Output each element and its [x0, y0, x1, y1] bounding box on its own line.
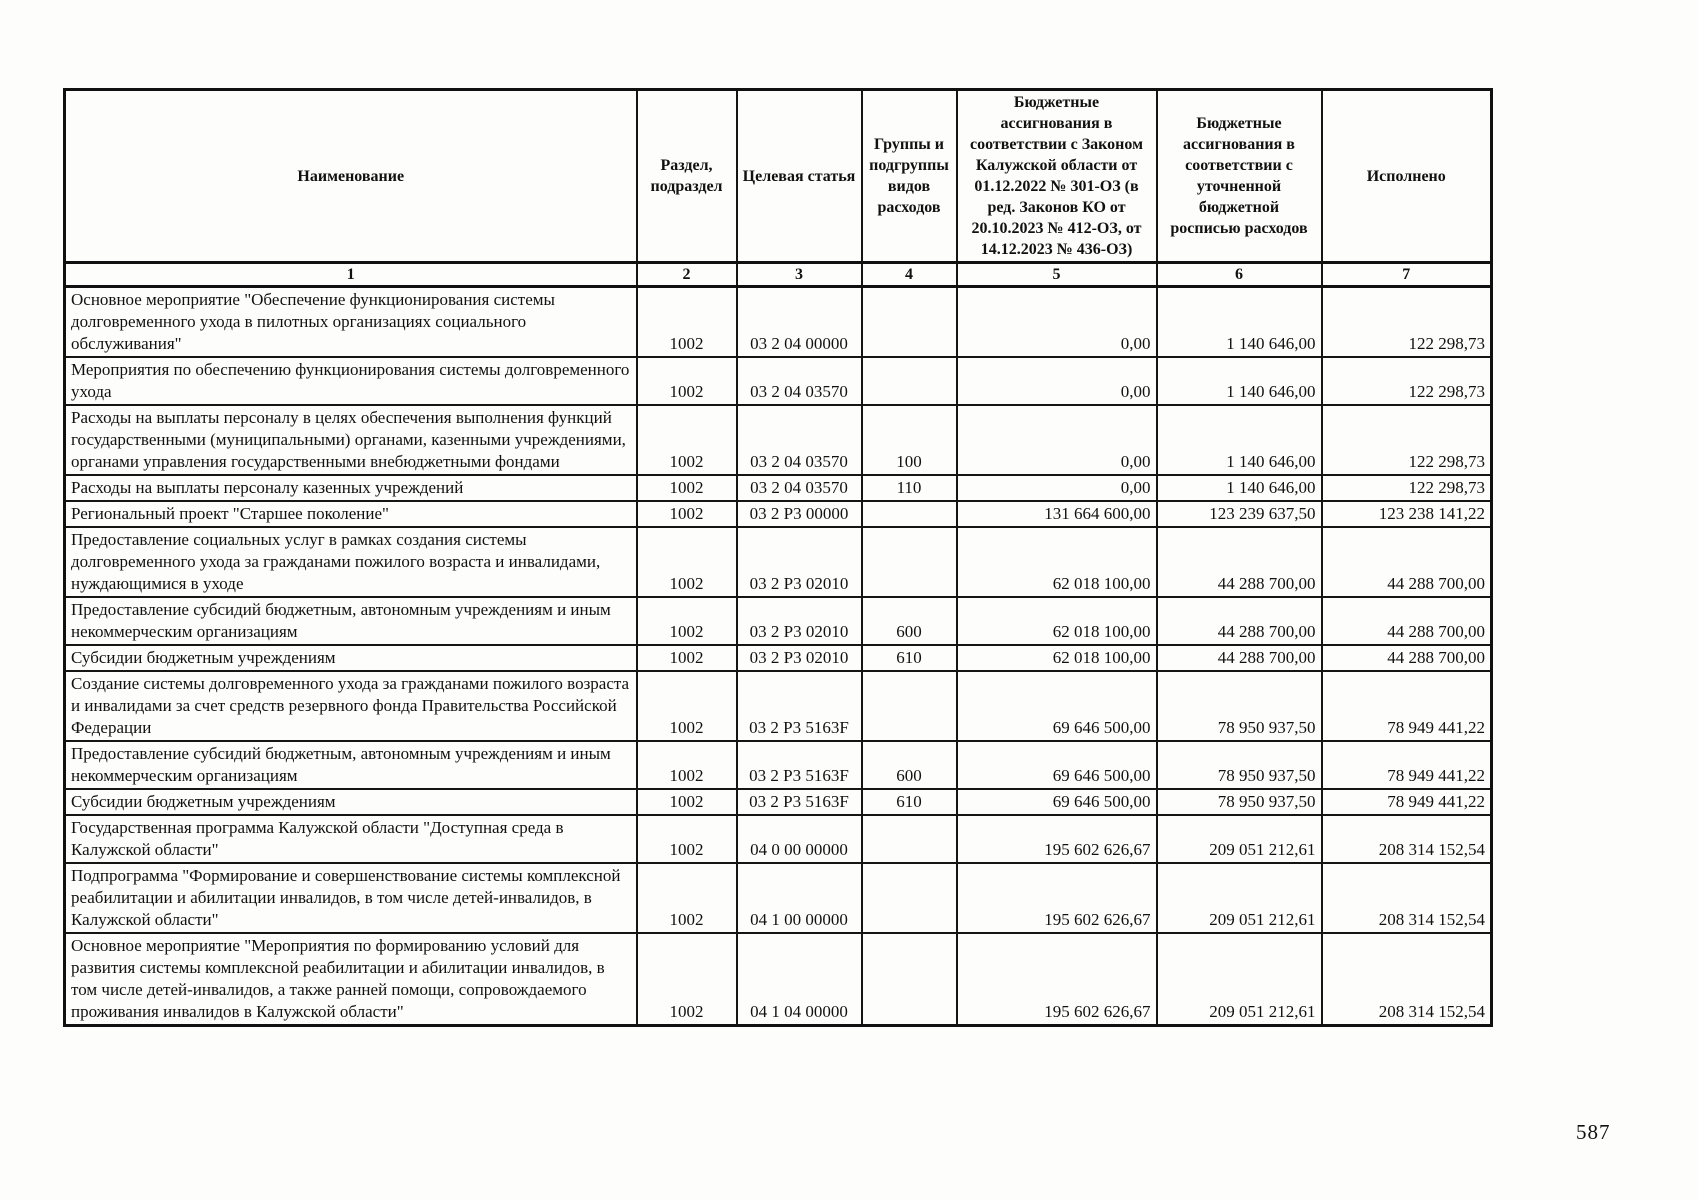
name-cell: Субсидии бюджетным учреждениям: [65, 645, 637, 671]
article-cell: 04 1 04 00000: [737, 933, 862, 1026]
group-cell: 600: [862, 741, 957, 789]
table-row: [65, 671, 1492, 741]
article-cell: 04 0 00 00000: [737, 815, 862, 863]
header-rospis-amount: Бюджетные ассигнования в соответствии с уточненной бюджетной росписью расходов: [1157, 90, 1322, 263]
section-cell: 1002: [637, 741, 737, 789]
article-cell: 03 2 Р3 00000: [737, 501, 862, 527]
header-section: Раздел, подраздел: [637, 90, 737, 263]
name-cell: Региональный проект "Старшее поколение": [65, 501, 637, 527]
article-cell: 03 2 04 00000: [737, 287, 862, 358]
executed-cell: 44 288 700,00: [1322, 597, 1492, 645]
table-body: [65, 287, 1492, 1026]
rospis-amount-cell: 44 288 700,00: [1157, 597, 1322, 645]
group-cell: [862, 815, 957, 863]
name-cell: Предоставление субсидий бюджетным, автономным учреждениям и иным некоммерческим организациям: [65, 741, 637, 789]
executed-cell: 44 288 700,00: [1322, 645, 1492, 671]
group-cell: 610: [862, 789, 957, 815]
group-cell: [862, 527, 957, 597]
table-row: [65, 527, 1492, 597]
header-name: Наименование: [65, 90, 637, 263]
column-number-6: 6: [1157, 263, 1322, 287]
law-amount-cell: 195 602 626,67: [957, 863, 1157, 933]
executed-cell: 44 288 700,00: [1322, 527, 1492, 597]
group-cell: [862, 863, 957, 933]
executed-cell: 208 314 152,54: [1322, 863, 1492, 933]
executed-cell: 78 949 441,22: [1322, 671, 1492, 741]
law-amount-cell: 0,00: [957, 357, 1157, 405]
law-amount-cell: 0,00: [957, 287, 1157, 358]
table-row: [65, 357, 1492, 405]
group-cell: [862, 501, 957, 527]
section-cell: 1002: [637, 527, 737, 597]
law-amount-cell: 62 018 100,00: [957, 527, 1157, 597]
law-amount-cell: 0,00: [957, 405, 1157, 475]
article-cell: 03 2 04 03570: [737, 357, 862, 405]
table-row: [65, 645, 1492, 671]
article-cell: 03 2 Р3 02010: [737, 527, 862, 597]
rospis-amount-cell: 78 950 937,50: [1157, 789, 1322, 815]
name-cell: Государственная программа Калужской области "Доступная среда в Калужской области": [65, 815, 637, 863]
rospis-amount-cell: 44 288 700,00: [1157, 645, 1322, 671]
rospis-amount-cell: 1 140 646,00: [1157, 475, 1322, 501]
executed-cell: 78 949 441,22: [1322, 789, 1492, 815]
name-cell: Создание системы долговременного ухода за гражданами пожилого возраста и инвалидами за счет средств резервного фонда Правительства Российской Федерации: [65, 671, 637, 741]
table-row: [65, 287, 1492, 358]
rospis-amount-cell: 1 140 646,00: [1157, 357, 1322, 405]
rospis-amount-cell: 123 239 637,50: [1157, 501, 1322, 527]
name-cell: Подпрограмма "Формирование и совершенствование системы комплексной реабилитации и абилитации инвалидов, в том числе детей-инвалидов, в Калужской области": [65, 863, 637, 933]
law-amount-cell: 69 646 500,00: [957, 789, 1157, 815]
law-amount-cell: 131 664 600,00: [957, 501, 1157, 527]
section-cell: 1002: [637, 405, 737, 475]
section-cell: 1002: [637, 645, 737, 671]
table-header: [65, 90, 1492, 287]
section-cell: 1002: [637, 597, 737, 645]
table-row: [65, 741, 1492, 789]
group-cell: 110: [862, 475, 957, 501]
group-cell: 610: [862, 645, 957, 671]
table-row: [65, 501, 1492, 527]
column-number-1: 1: [65, 263, 637, 287]
rospis-amount-cell: 1 140 646,00: [1157, 287, 1322, 358]
executed-cell: 208 314 152,54: [1322, 815, 1492, 863]
executed-cell: 122 298,73: [1322, 405, 1492, 475]
table-row: [65, 933, 1492, 1026]
rospis-amount-cell: 209 051 212,61: [1157, 863, 1322, 933]
executed-cell: 208 314 152,54: [1322, 933, 1492, 1026]
article-cell: 04 1 00 00000: [737, 863, 862, 933]
rospis-amount-cell: 44 288 700,00: [1157, 527, 1322, 597]
name-cell: Субсидии бюджетным учреждениям: [65, 789, 637, 815]
law-amount-cell: 195 602 626,67: [957, 815, 1157, 863]
name-cell: Предоставление социальных услуг в рамках создания системы долговременного ухода за гражданами пожилого возраста и инвалидами, нуждающимися в уходе: [65, 527, 637, 597]
name-cell: Предоставление субсидий бюджетным, автономным учреждениям и иным некоммерческим организациям: [65, 597, 637, 645]
article-cell: 03 2 Р3 5163F: [737, 671, 862, 741]
column-number-3: 3: [737, 263, 862, 287]
table-row: [65, 789, 1492, 815]
article-cell: 03 2 Р3 02010: [737, 645, 862, 671]
law-amount-cell: 62 018 100,00: [957, 645, 1157, 671]
group-cell: 100: [862, 405, 957, 475]
name-cell: Расходы на выплаты персоналу в целях обеспечения выполнения функций государственными (муниципальными) органами, казенными учреждениями, органами управления государственными внебюджетными фондами: [65, 405, 637, 475]
law-amount-cell: 195 602 626,67: [957, 933, 1157, 1026]
executed-cell: 78 949 441,22: [1322, 741, 1492, 789]
article-cell: 03 2 04 03570: [737, 475, 862, 501]
page-number: 587: [1576, 1120, 1611, 1144]
column-number-5: 5: [957, 263, 1157, 287]
column-number-row: [65, 263, 1492, 287]
article-cell: 03 2 04 03570: [737, 405, 862, 475]
group-cell: [862, 671, 957, 741]
law-amount-cell: 69 646 500,00: [957, 741, 1157, 789]
name-cell: Расходы на выплаты персоналу казенных учреждений: [65, 475, 637, 501]
column-number-2: 2: [637, 263, 737, 287]
table-row: [65, 815, 1492, 863]
section-cell: 1002: [637, 475, 737, 501]
header-executed: Исполнено: [1322, 90, 1492, 263]
name-cell: Мероприятия по обеспечению функционирования системы долговременного ухода: [65, 357, 637, 405]
section-cell: 1002: [637, 287, 737, 358]
rospis-amount-cell: 78 950 937,50: [1157, 741, 1322, 789]
table-row: [65, 597, 1492, 645]
executed-cell: 122 298,73: [1322, 287, 1492, 358]
section-cell: 1002: [637, 501, 737, 527]
rospis-amount-cell: 209 051 212,61: [1157, 933, 1322, 1026]
section-cell: 1002: [637, 863, 737, 933]
group-cell: [862, 287, 957, 358]
header-law-amount: Бюджетные ассигнования в соответствии с Законом Калужской области от 01.12.2022 № 301-ОЗ (в ред. Законов КО от 20.10.2023 № 412-ОЗ, от 14.12.2023 № 436-ОЗ): [957, 90, 1157, 263]
executed-cell: 123 238 141,22: [1322, 501, 1492, 527]
executed-cell: 122 298,73: [1322, 357, 1492, 405]
name-cell: Основное мероприятие "Мероприятия по формированию условий для развития системы комплексной реабилитации и абилитации инвалидов, в том числе детей-инвалидов, а также ранней помощи, сопровождаемого проживания инвалидов в Калужской области": [65, 933, 637, 1026]
section-cell: 1002: [637, 789, 737, 815]
table-row: [65, 405, 1492, 475]
column-number-4: 4: [862, 263, 957, 287]
law-amount-cell: 0,00: [957, 475, 1157, 501]
budget-execution-table: [63, 88, 1493, 1027]
header-group: Группы и подгруппы видов расходов: [862, 90, 957, 263]
rospis-amount-cell: 209 051 212,61: [1157, 815, 1322, 863]
table-row: [65, 475, 1492, 501]
rospis-amount-cell: 78 950 937,50: [1157, 671, 1322, 741]
article-cell: 03 2 Р3 5163F: [737, 789, 862, 815]
section-cell: 1002: [637, 933, 737, 1026]
name-cell: Основное мероприятие "Обеспечение функционирования системы долговременного ухода в пилотных организациях социального обслуживания": [65, 287, 637, 358]
section-cell: 1002: [637, 815, 737, 863]
rospis-amount-cell: 1 140 646,00: [1157, 405, 1322, 475]
executed-cell: 122 298,73: [1322, 475, 1492, 501]
header-row: [65, 90, 1492, 263]
section-cell: 1002: [637, 671, 737, 741]
group-cell: [862, 933, 957, 1026]
article-cell: 03 2 Р3 5163F: [737, 741, 862, 789]
group-cell: [862, 357, 957, 405]
section-cell: 1002: [637, 357, 737, 405]
group-cell: 600: [862, 597, 957, 645]
law-amount-cell: 62 018 100,00: [957, 597, 1157, 645]
article-cell: 03 2 Р3 02010: [737, 597, 862, 645]
column-number-7: 7: [1322, 263, 1492, 287]
law-amount-cell: 69 646 500,00: [957, 671, 1157, 741]
header-article: Целевая статья: [737, 90, 862, 263]
table-row: [65, 863, 1492, 933]
